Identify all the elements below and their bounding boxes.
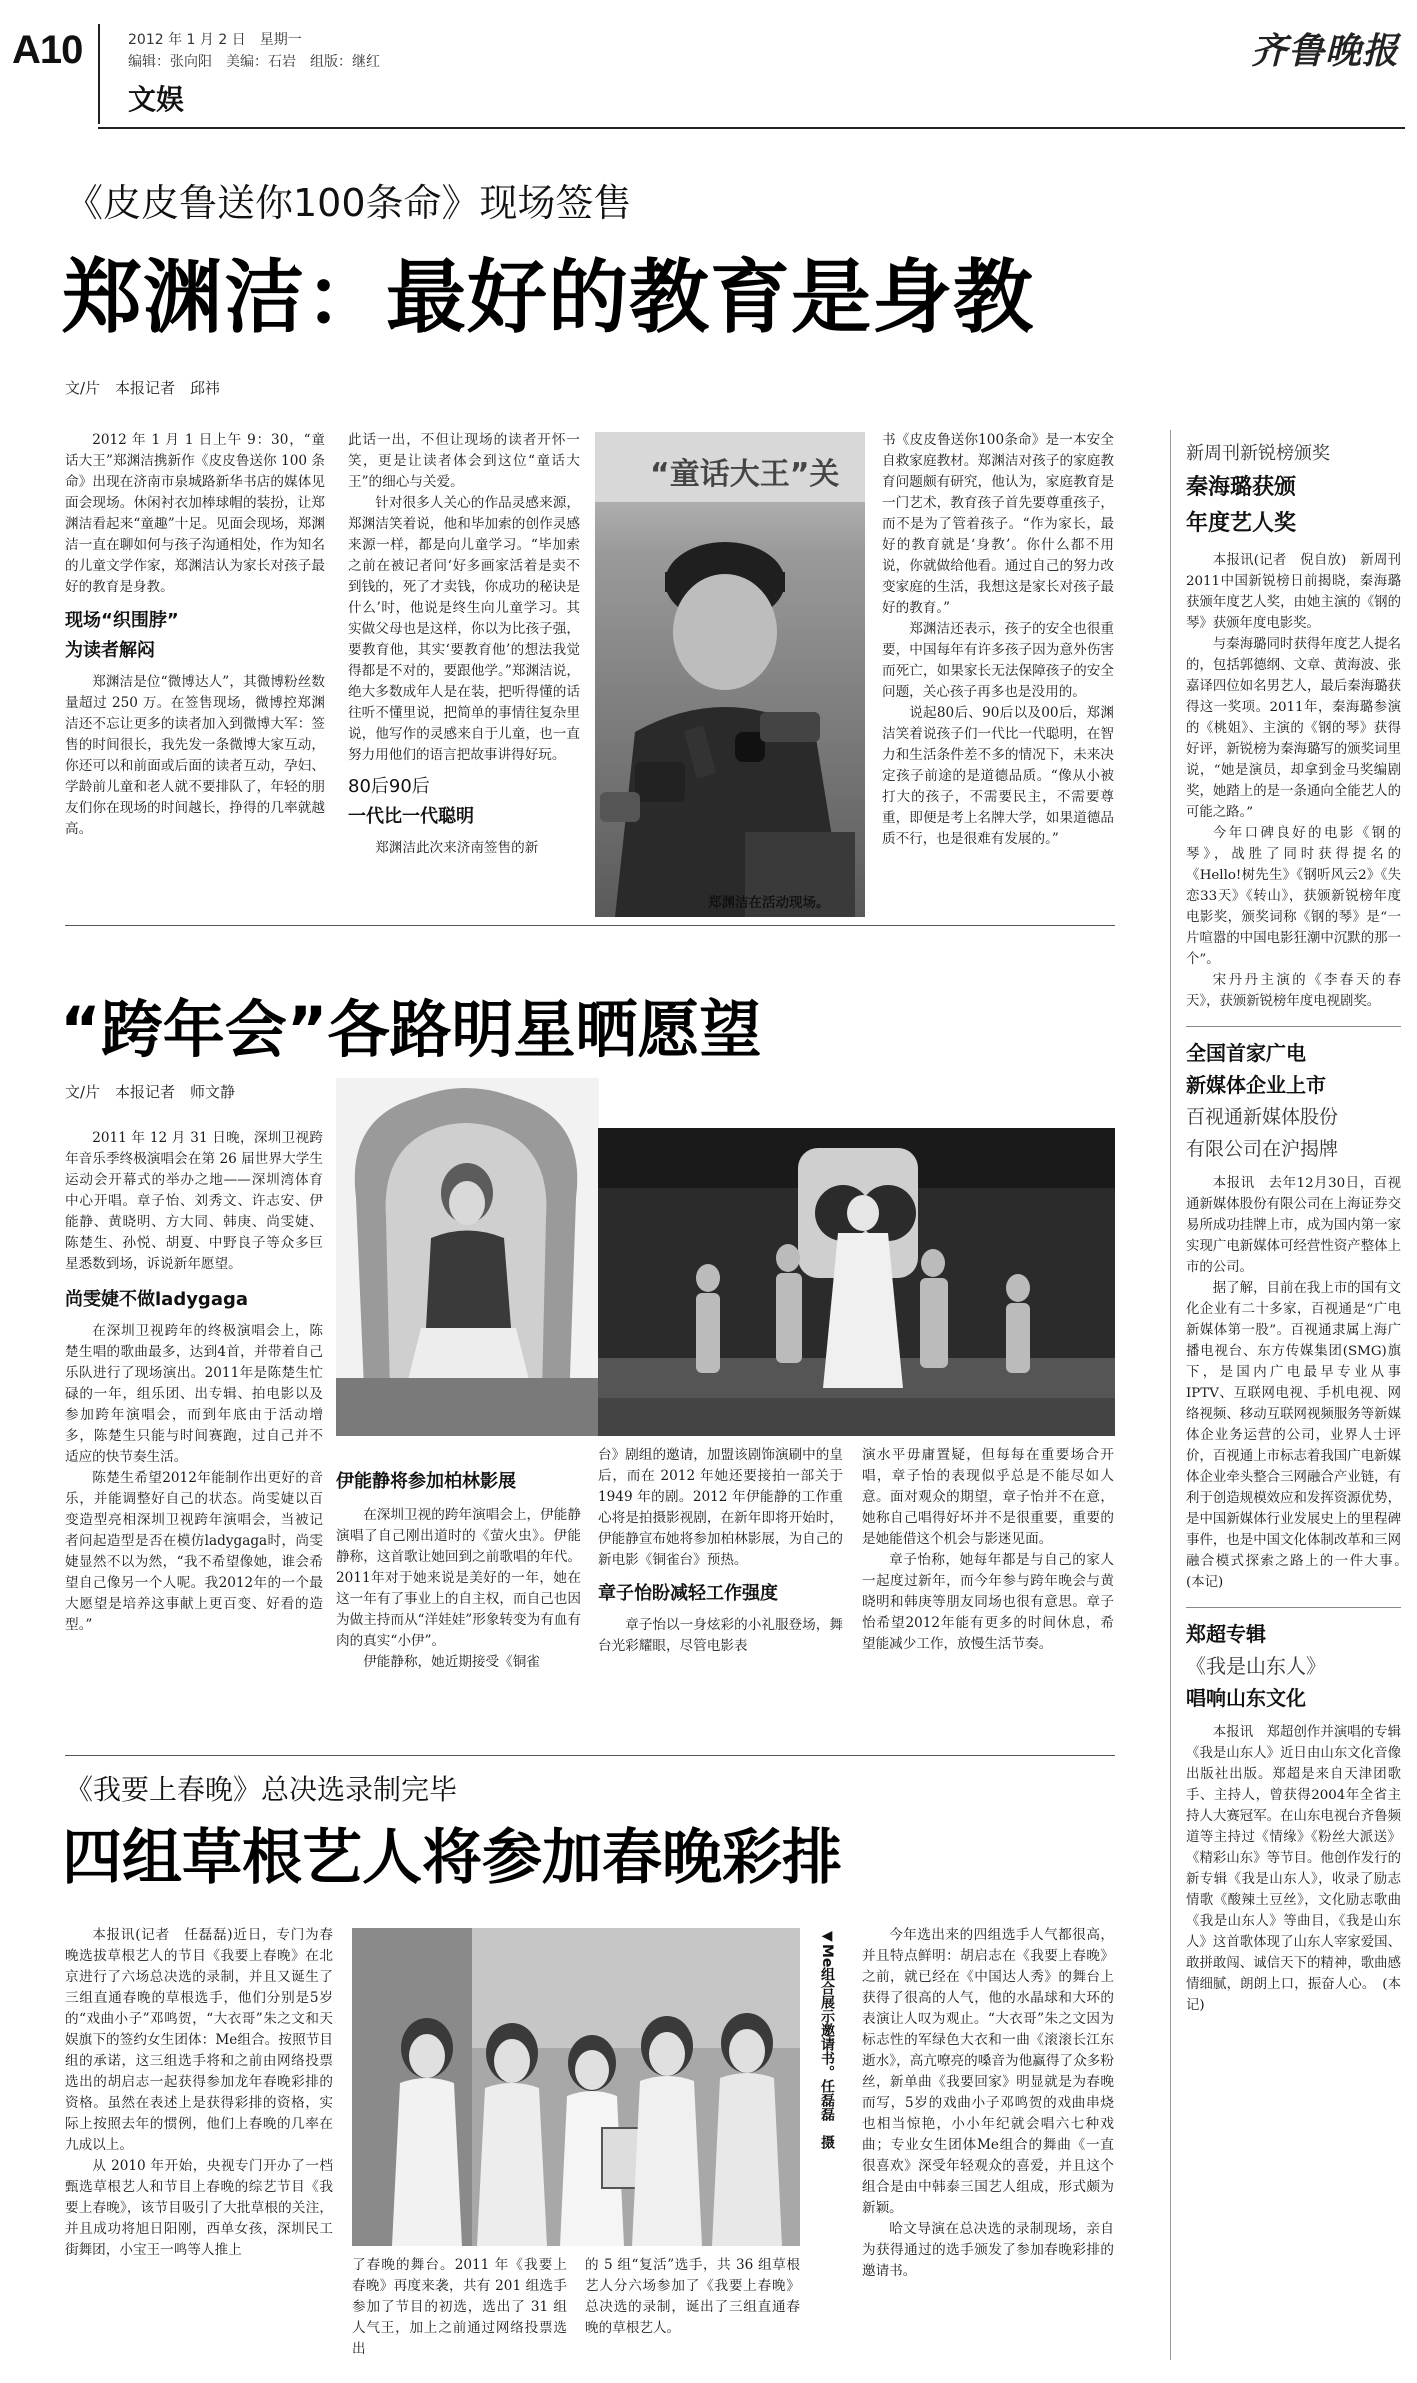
article3-paragraph: 从 2010 年开始，央视专门开办了一档甄选草根艺人和节目上春晚的综艺节目《我要上春晚》，该节目吸引了大批草根的关注，并且成功将旭日阳刚，西单女孩，深圳民工街舞团，小宝王一鸣等人推上	[65, 2158, 333, 2258]
sidebar-paragraph: 据了解，目前在我上市的国有文化企业有二十多家，百视通是“广电新媒体第一股”。百视通隶属上海广播电视台、东方传媒集团(SMG)旗下，是国内广电最早专业从事IPTV、互联网电视、手机电视、网络视频、移动互联网视频服务等新媒体企业务运营的公司，业界人士评价，百视通上市标志着我国广电新媒体企业牵头整合三网融合产业链，有利于创造规模效应和发挥资源优势，是中国新媒体行业发展史上的里程碑事件，也是中国文化体制改革和三网融合模式探索之路上的一件大事。 (本记)	[1186, 1281, 1415, 1590]
article3-paragraph: 的 5 组“复活”选手，共 36 组草根艺人分六场参加了《我要上春晚》总决选的录制，诞出了三组直通春晚的草根艺人。	[585, 2257, 800, 2336]
article3-col2	[352, 2255, 567, 2360]
article1-paragraph: 2012 年 1 月 1 日上午 9：30，“童话大王”郑渊洁携新作《皮皮鲁送你 100 条命》出现在济南市泉城路新华书店的媒体见面会现场。休闲衬衣加棒球帽的装扮，让郑渊洁看起来“童趣”十足。见面会现场，郑渊洁一直在聊如何与孩子沟通相处，作为知名的儿童文学作家，郑渊洁认为家长对孩子最好的教育是身教。	[65, 432, 325, 595]
sidebar-divider	[1170, 430, 1171, 2360]
article3-photo-caption: ◀Me组合展示邀请书。任磊磊 摄	[819, 1928, 835, 2150]
sidebar-paragraph: 宋丹丹主演的《李春天的春天》，获颁新锐榜年度电视剧奖。	[1186, 973, 1401, 1009]
article3-col4	[862, 1925, 1114, 2360]
article2-col3	[598, 1445, 843, 1748]
editors-line: 编辑：张向阳 美编：石岩 组版：继红	[128, 54, 380, 70]
article1-subhead-2: 80后90后	[348, 776, 430, 797]
article3-kicker: 《我要上春晚》总决选录制完毕	[65, 1773, 458, 1806]
article2-paragraph: 演水平毋庸置疑，但每每在重要场合开唱，章子怡的表现似乎总是不能尽如人意。面对观众的期望，章子怡并不在意，她称自己唱得好坏并不是很重要，重要的是她能借这个机会与影迷见面。	[862, 1447, 1114, 1547]
article3-headline: 四组草根艺人将参加春晚彩排	[62, 1823, 842, 1893]
article2-photo-stage	[598, 1128, 1115, 1436]
photo-stage-performance	[598, 1128, 1115, 1436]
sidebar-story2-title: 全国首家广电	[1186, 1041, 1306, 1065]
sidebar-paragraph: 本报讯(记者 倪自放) 新周刊2011中国新锐榜日前揭晓，秦海璐获颁年度艺人奖，由她主演的《钢的琴》获颁年度电影奖。	[1186, 553, 1401, 631]
article2-headline: “跨年会”各路明星晒愿望	[60, 993, 762, 1066]
article2-paragraph: 在深圳卫视跨年的终极演唱会上，陈楚生唱的歌曲最多，达到4首，并带着自己乐队进行了现场演出。2011年是陈楚生忙碌的一年，组乐团、出专辑、拍电影以及参加跨年演唱会，而到年底由于活动增多，陈楚生只能与时间赛跑，过自己并不适应的快节奏生活。	[65, 1323, 323, 1465]
sidebar-paragraph: 本报讯 去年12月30日，百视通新媒体股份有限公司在上海证券交易所成功挂牌上市，成为国内第一家实现广电新媒体可经营性资产整体上市的公司。	[1186, 1176, 1401, 1275]
section-title: 文娱	[128, 83, 185, 116]
article1-paragraph: 针对很多人关心的作品灵感来源，郑渊洁笑着说，他和毕加索的创作灵感来源一样，都是向儿童学习。“毕加索之前在被记者问‘好多画家活着是卖不到钱的，死了才卖钱，你成功的秘诀是什么’时，他说是终生向儿童学习。其实做父母也是这样，你以为比孩子强，要教育他，其实‘要教育他’的想法我觉得都是不对的，要跟他学。”郑渊洁说，绝大多数成年人是在装，把听得懂的话往听不懂里说，把简单的事情往复杂里说，他写作的灵感来自于儿童，也一直努力用他们的语言把故事讲得好玩。	[348, 495, 580, 763]
article1-subhead-1b: 为读者解闷	[65, 640, 155, 661]
photo-banner-text: “童话大王”关	[650, 457, 840, 492]
sidebar-paragraph: 本报讯 郑超创作并演唱的专辑《我是山东人》近日由山东文化音像出版社出版。郑超是来自天津团歌手、主持人，曾获得2004年全省主持人大赛冠军。在山东电视台齐鲁频道等主持过《情缘》《粉丝大派送》《精彩山东》等节目。他创作发行的新专辑《我是山东人》，收录了励志情歌《酸辣土豆丝》，文化励志歌曲《我是山东人》等曲目，《我是山东人》这首歌体现了山东人宰家爱国、敢拼敢闯、诚信天下的精神，歌曲感情细腻，朗朗上口，振奋人心。 (本记)	[1186, 1725, 1401, 2013]
article2-photo-throne	[336, 1078, 599, 1436]
sidebar-story2-subtitle: 百视通新媒体股份	[1186, 1106, 1339, 1128]
article3-col3	[585, 2255, 800, 2360]
article3-paragraph: 今年选出来的四组选手人气都很高，并且特点鲜明：胡启志在《我要上春晚》之前，就已经在《中国达人秀》的舞台上获得了很高的人气，他的水晶球和大环的表演让人叹为观止。“大衣哥”朱之文因为标志性的军绿色大衣和一曲《滚滚长江东逝水》，高亢嘹亮的嗓音为他赢得了众多粉丝，新单曲《我要回家》明显就是为春晚而写，5岁的戏曲小子邓鸣贺的戏曲串烧也相当惊艳，小小年纪就会唱六七种戏曲；专业女生团体Me组合的舞曲《一直很喜欢》深受年轻观众的喜爱，并且这个组合是由中韩泰三国艺人组成，形式颇为新颖。	[862, 1927, 1114, 2216]
sidebar-paragraph: 今年口碑良好的电影《钢的琴》，战胜了同时获得提名的《Hello!树先生》《钢听风云2》《失恋33天》《转山》，获颁新锐榜年度电影奖，颁奖词称《钢的琴》是“一片喧嚣的中国电影狂潮中沉默的那一个”。	[1186, 826, 1401, 967]
article1-paragraph: 郑渊洁此次来济南签售的新	[375, 840, 539, 856]
article3-paragraph: 本报讯(记者 任磊磊)近日，专门为春晚选拔草根艺人的节目《我要上春晚》在北京进行了六场总决选的录制，并且又诞生了三组直通春晚的草根选手，他们分别是5岁的“戏曲小子”邓鸣贺，“大衣哥”朱之文和天娱旗下的签约女生团体：Me组合。按照节目组的承诺，这三组选手将和之前由网络投票选出的胡启志一起获得参加龙年春晚彩排的资格。虽然在表述上是获得彩排的资格，实际上按照去年的惯例，他们上春晚的几率在九成以上。	[65, 1927, 333, 2153]
article3-paragraph: 了春晚的舞台。2011 年《我要上春晚》再度来袭，共有 201 组选手参加了节目的初选，选出了 31 组人气王，加上之前通过网络投票选出	[352, 2257, 567, 2357]
article2-paragraph: 章子怡称，她每年都是与自己的家人一起度过新年，而今年参与跨年晚会与黄晓明和韩庚等朋友同场也很有意思。章子怡希望2012年能有更多的时间休息，希望能减少工作，放慢生活节奏。	[862, 1552, 1114, 1652]
article1-kicker: 《皮皮鲁送你100条命》现场签售	[65, 181, 632, 225]
article2-paragraph: 伊能静称，她近期接受《铜雀	[363, 1654, 540, 1670]
article1-bottom-rule	[65, 925, 1115, 926]
article1-col3	[882, 430, 1114, 915]
article1-subhead-2b: 一代比一代聪明	[348, 806, 474, 827]
date-line: 2012 年 1 月 2 日 星期一	[128, 32, 302, 48]
sidebar-story3-title: 《我是山东人》	[1186, 1654, 1326, 1678]
sidebar-story2-subtitle-2: 有限公司在沪揭牌	[1186, 1138, 1339, 1160]
article2-subhead-2: 伊能静将参加柏林影展	[336, 1471, 516, 1492]
article2-paragraph: 在深圳卫视的跨年演唱会上，伊能静演唱了自己刚出道时的《萤火虫》。伊能静称，这首歌让她回到之前歌唱的年代。2011年对于她来说是美好的一年，她在这一年有了事业上的自主权，而自己也因为做主持而从“洋娃娃”形象转变为有血有肉的真实“小伊”。	[336, 1507, 581, 1649]
header-rule	[98, 127, 1405, 129]
article3-paragraph: 哈文导演在总决选的录制现场，亲自为获得通过的选手颁发了参加春晚彩排的邀请书。	[862, 2221, 1114, 2279]
article2-paragraph: 台》剧组的邀请，加盟该剧饰演刷中的皇后，而在 2012 年她还要接拍一部关于 1949 年的剧。2012 年伊能静的工作重心将是拍摄影视剧，在新年即将开始时，伊能静宣布她将参加柏林影展，为自己的新电影《铜雀台》预热。	[598, 1447, 843, 1568]
article2-subhead-1: 尚雯婕不做ladygaga	[65, 1289, 248, 1310]
article1-col1	[65, 430, 325, 915]
article1-byline: 文/片 本报记者 邱祎	[65, 379, 221, 397]
article2-col1	[65, 1128, 323, 1748]
article1-paragraph: 郑渊洁是位“微博达人”，其微博粉丝数量超过 250 万。在签售现场，微博控郑渊洁还不忘让更多的读者加入到微博大军：签售的时间很长，我先发一条微博大家互动，你还可以和前面或后面的读者互动，孕妇、学龄前儿童和老人就不要排队了，年轻的朋友们你在现场的时间越长，挣得的几率就越高。	[65, 674, 325, 837]
photo-me-group	[352, 1928, 800, 2246]
sidebar-story3-kicker: 郑超专辑	[1186, 1622, 1266, 1646]
photo-zheng-yuanjie	[595, 432, 865, 917]
article1-paragraph: 郑渊洁还表示，孩子的安全也很重要，中国每年有许多孩子因为意外伤害而死亡，如果家长无法保障孩子的安全问题，关心孩子再多也是没用的。	[882, 621, 1114, 700]
article2-paragraph: 2011 年 12 月 31 日晚，深圳卫视跨年音乐季终极演唱会在第 26 届世界大学生运动会开幕式的举办之地——深圳湾体育中心开唱。章子怡、刘秀文、许志安、伊能静、黄晓明、方大同、韩庚、尚雯婕、陈楚生、孙悦、胡夏、中野良子等众多巨星悉数到场，诉说新年愿望。	[65, 1130, 323, 1272]
masthead-logo: 齐鲁晚报	[1250, 30, 1399, 72]
article1-paragraph: 书《皮皮鲁送你100条命》是一本安全自救家庭教材。郑渊洁对孩子的家庭教育问题颇有研究，他认为，家庭教育是一门艺术，教育孩子首先要尊重孩子，而不是为了管着孩子。“作为家长，最好的教育就是‘身教’。你什么都不用说，你就做给他看。通过自己的努力改变家庭的生活，我想这是家长对孩子最好的教育。”	[882, 432, 1114, 616]
photo-singer-throne	[336, 1078, 599, 1436]
article1-photo-caption: 郑渊洁在活动现场。	[708, 895, 830, 911]
sidebar-story1-title: 秦海璐获颁	[1186, 475, 1297, 500]
article2-paragraph: 陈楚生希望2012年能制作出更好的音乐，并能调整好自己的状态。尚雯婕以百变造型亮相深圳卫视跨年演唱会，当被记者问起造型是否在模仿ladygaga时，尚雯婕显然不以为然，“我不希望像她，谁会希望自己像另一个人呢。我2012年的一个最大愿望是培养这事献上更百变、好看的造型。”	[65, 1470, 323, 1633]
article2-col4	[862, 1445, 1114, 1748]
sidebar-story1-title-2: 年度艺人奖	[1186, 511, 1297, 536]
sidebar-story3-title-2: 唱响山东文化	[1186, 1686, 1306, 1710]
article1-paragraph: 此话一出，不但让现场的读者开怀一笑，更是让读者体会到这位“童话大王”的细心与关爱。	[348, 432, 580, 490]
article1-col2	[348, 430, 580, 915]
sidebar-story2-body	[1186, 1173, 1415, 1593]
article3-photo	[352, 1928, 800, 2246]
header-divider	[98, 24, 100, 124]
article2-byline: 文/片 本报记者 师文静	[65, 1083, 236, 1101]
sidebar-story2-title-2: 新媒体企业上市	[1186, 1073, 1326, 1097]
article2-subhead-3: 章子怡盼减轻工作强度	[598, 1583, 778, 1604]
page-number: A10	[12, 28, 83, 72]
article2-bottom-rule	[65, 1755, 1115, 1756]
sidebar	[1186, 438, 1415, 2363]
article1-paragraph: 说起80后、90后以及00后，郑渊洁笑着说孩子们一代比一代聪明，在智力和生活条件差不多的情况下，未来决定孩子前途的是道德品质。“像从小被打大的孩子，不需要民主，不需要尊重，即便是考上名牌大学，如果道德品质不行，也是很难有发展的。”	[882, 705, 1114, 847]
sidebar-story3-body	[1186, 1722, 1401, 2016]
article3-col1	[65, 1925, 333, 2360]
article2-paragraph: 章子怡以一身炫彩的小礼服登场，舞台光彩耀眼，尽管电影表	[598, 1617, 843, 1654]
article1-subhead-1: 现场“织围脖”	[65, 610, 179, 631]
article2-col2	[336, 1445, 581, 1748]
article1-headline: 郑渊洁：最好的教育是身教	[62, 251, 1034, 344]
sidebar-story1-body	[1186, 550, 1401, 1012]
sidebar-paragraph: 与秦海璐同时获得年度艺人提名的，包括郭德纲、文章、黄海波、张嘉译四位如名男艺人，最后秦海璐获得这一奖项。2011年，秦海璐参演的《桃姐》、主演的《钢的琴》获得好评，新锐榜为秦海璐写的颁奖词里说，“她是演员，却拿到金马奖编剧奖，她踏上的是一条通向全能艺人的可能之路。”	[1186, 637, 1401, 820]
sidebar-story1-kicker: 新周刊新锐榜颁奖	[1186, 443, 1330, 464]
article1-photo	[595, 432, 865, 917]
